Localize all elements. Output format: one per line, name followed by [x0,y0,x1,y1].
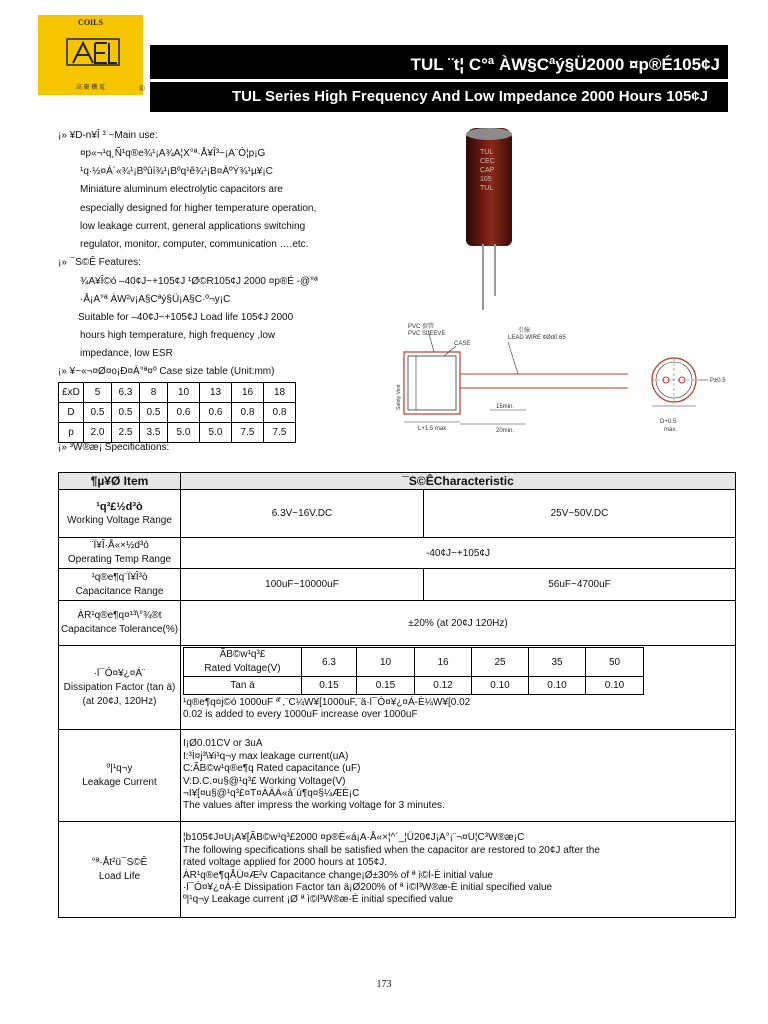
dissipation-note-garbled: ¹q®e¶q¤j©ó 1000uF ª̊ ,¨C¼W¥[1000uF,¨ä·l¯Ó¤¥¿¤Á-È¼W¥[0.02 [183,697,471,708]
case-size-table [58,382,296,443]
table-cell: 50 [586,648,644,677]
row-label: D [59,403,84,423]
dissipation-note-english: 0.02 is added to every 1000uF increase over 1000uF [183,709,418,721]
table-cell: 16 [232,383,264,403]
table-row [59,423,296,443]
table-cell: 5.0 [168,423,200,443]
row-label: °ª·Åt²ü¯S©Ê Load Life [59,822,181,918]
leakage-line: C:ÃB©w¹q®e¶q Rated capacitance (uF) [183,763,361,775]
table-cell [181,646,736,730]
title-english: TUL Series High Frequency And Low Impedance 2000 Hours 105¢J [150,82,728,112]
table-cell: 7.5 [264,423,296,443]
capacitor-top [466,128,512,140]
capacitor-photo [458,128,538,313]
row-label: º|¹q¬y Leakage Current [59,730,181,822]
case-size-heading: ¡» ¥~«¬¤Ø¤o¡Ð¤À°ª¤º Case size table (Unit:mm) [58,366,275,377]
capacitor-lead-2 [494,244,496,296]
table-cell: 35 [529,648,586,677]
table-cell: 18 [264,383,296,403]
table-cell: 0.8 [264,403,296,423]
table-cell: 6.3 [302,648,357,677]
main-use-english-2: especially designed for higher temperature operation, [80,203,317,214]
l-max-label: L+1.5 max. [418,426,448,432]
table-cell: 0.15 [302,677,357,695]
table-cell: 0.15 [357,677,415,695]
table-cell: 7.5 [232,423,264,443]
min-20-label: 20min. [496,428,515,434]
logo-chinese-text: 高 聚 機 電 [75,85,105,91]
case-label: CASE [454,341,471,347]
lead-wire-label: LEAD WIRE ¢Ød0.65 [508,335,566,341]
table-cell: 0.5 [112,403,140,423]
table-row [59,646,736,730]
features-heading: ¡» ¯S©Ê Features: [58,257,141,268]
main-use-garbled-2: ¹q·½¤Á´«¾¹¡Bºûí¾¹¡Bºq¹ê¾¹¡B¤ÀºÝ¾¹µ¥¡C [80,166,273,177]
table-cell: 0.6 [168,403,200,423]
capacitor-lead-1 [482,244,484,310]
row-label: ·l¯Ó¤¥¿¤Á¨ Dissipation Factor (tan ä) (at 20¢J, 120Hz) [59,646,181,730]
table-cell: 5 [84,383,112,403]
table-cell: 10 [357,648,415,677]
table-cell [181,730,736,822]
spec-table [58,472,736,918]
table-cell: ±20% (at 20¢J 120Hz) [181,601,736,646]
pvc-sleeve-label: PVC SLEEVE [408,331,446,337]
table-cell: 25 [472,648,529,677]
header-characteristic: ¯S©ÊCharacteristic [181,473,736,490]
table-row [59,383,296,403]
table-cell: 16 [415,648,472,677]
main-use-heading: ¡» ¥D-n¥Î ³ ~Main use: [58,130,158,141]
table-row [184,677,644,695]
max-label: max. [664,427,678,433]
table-header-row [59,473,736,490]
table-row [59,403,296,423]
title-garbled: TUL ¨t¦ C°ª ÀW§Cªý§Ü2000 ¤p®É105¢J [150,45,728,79]
features-english-1: Suitable for –40¢J~+105¢J Load life 105¢J 2000 [78,312,294,323]
table-cell: 6.3 [112,383,140,403]
features-english-3: impedance, low ESR [80,348,173,359]
table-cell: 3.5 [140,423,168,443]
row-label: ¹q³£½d³ò Working Voltage Range [59,490,181,538]
p-tol-label: P±0.5 [710,378,726,384]
leakage-line: V:D.C.¤u§@¹q³£ Working Voltage(V) [183,775,346,787]
load-life-line: ¦b105¢J¤U¡A¥[ÃB©w¹q³£2000 ¤p®É«á¡A·Å«×¦^´_¦Ü20¢J¡A°¡¨¬¤U¦C³W®æ¡C [183,832,525,844]
main-use-english-1: Miniature aluminum electrolytic capacitors are [80,184,283,195]
table-row [59,538,736,569]
specs-heading: ¡» ³W®æ¡ Specifications: [58,442,170,453]
header-item: ¶µ¥Ø Item [59,473,181,490]
logo-mark-icon [65,37,121,67]
table-cell: 0.12 [415,677,472,695]
table-cell: 0.10 [586,677,644,695]
table-cell: 0.10 [472,677,529,695]
table-row [59,569,736,601]
pvc-label: PVC 套管 [408,324,435,330]
table-cell: 8 [140,383,168,403]
table-cell: 0.5 [140,403,168,423]
table-cell: 0.5 [84,403,112,423]
table-cell: 0.6 [200,403,232,423]
table-cell: 0.8 [232,403,264,423]
leakage-line: ¬I¥[¤u§@¹q³£¤T¤ÀÄÁ«á´ú¶q¤§¼ÆÈ¡C [183,787,360,799]
main-use-english-3: low leakage current, general applications switching [80,221,306,232]
dimension-drawing [398,318,748,438]
case-size-header-label: £xD [59,383,84,403]
table-cell: 100uF~10000uF [181,569,424,601]
safety-vent-label: Safety Vent [396,384,402,410]
company-logo [38,15,143,95]
table-row [59,730,736,822]
load-life-line: The following specifications shall be satisfied when the capacitor are restored to 20¢J after the [183,844,600,856]
table-cell: 0.10 [529,677,586,695]
table-cell: 13 [200,383,232,403]
table-cell: 2.5 [112,423,140,443]
table-cell: 56uF~4700uF [424,569,736,601]
dissipation-subtable [183,647,644,695]
table-cell: -40¢J~+105¢J [181,538,736,569]
row-label: p [59,423,84,443]
leakage-line: The values after impress the working voltage for 3 minutes. [183,800,445,812]
rated-voltage-label: ÃB©w¹q³£ Rated Voltage(V) [184,648,302,677]
main-use-garbled-1: ¤p«¬¹q¸Ñ¹q®e¾¹¡A¾A¦X°ª·Å¥Î³~¡A¨Ò¦p¡G [80,148,266,159]
load-life-line: ·l¯Ó¤¥¿¤Á-È Dissipation Factor tan ä¡Ø200% of ª ì©l³W®æ-È initial specified value [183,881,553,893]
tan-label: Tan ä [184,677,302,695]
table-row [184,648,644,677]
load-life-line: rated voltage applied for 2000 hours at 105¢J. [183,857,388,869]
main-use-english-4: regulator, monitor, computer, communication ….etc. [80,239,309,250]
features-english-2: hours high temperature, high frequency ,low [80,330,276,341]
row-label: ÀR¹q®e¶q¤¹³\°¾®t Capacitance Tolerance(%) [59,601,181,646]
leakage-line: I¡Ø0.01CV or 3uA [183,738,263,750]
table-cell: 25V~50V.DC [424,490,736,538]
features-garbled-1: ¾A¥Î©ó –40¢J~+105¢J ¹Ø©R105¢J 2000 ¤p®É -@°ª [80,276,318,287]
leakage-line: I:³Ì¤j³\¥i¹q¬y max leakage current(uA) [183,750,349,762]
row-label: ¹q®e¶q¨Ï¥Î³ò Capacitance Range [59,569,181,601]
table-row [59,822,736,918]
d-max-label: D+0.5 [660,419,677,425]
table-row [59,601,736,646]
table-cell: 6.3V~16V.DC [181,490,424,538]
min-15-label: 15min. [496,404,515,410]
table-row [59,490,736,538]
table-cell: 5.0 [200,423,232,443]
row-label: ¨Ï¥Î·Å«×½d³ò Operating Temp Range [59,538,181,569]
table-cell [181,822,736,918]
capacitor-print: TUL CEC CAP 105 TUL [480,149,495,192]
table-cell: 2.0 [84,423,112,443]
logo-coils-text: COILS [78,18,103,27]
features-garbled-2: ·Å¡A°ª ÀW²v¡A§Cªý§Ü¡A§C·º¬y¡C [80,294,231,305]
page-number: 173 [376,979,392,990]
table-cell: 10 [168,383,200,403]
load-life-line: ÀR¹q®e¶qÅÜ¤Æ²v Capacitance change¡Ø±30% of ª ì©l-È initial value [183,869,493,881]
load-life-line: º|¹q¬y Leakage current ¡Ø ª ì©l³W®æ-È initial specified value [183,894,454,906]
registered-mark: ® [139,84,145,93]
lead-label: 引線 [518,328,531,334]
